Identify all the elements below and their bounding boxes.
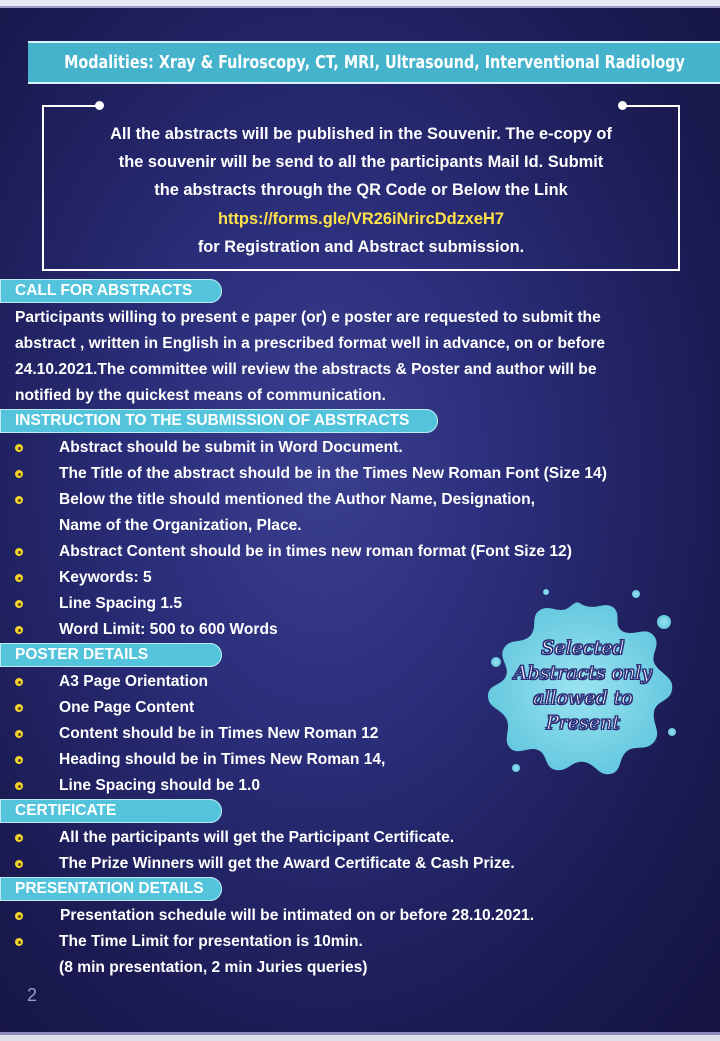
list-item-text: Keywords: 5: [59, 569, 152, 586]
list-item-text: Line Spacing should be 1.0: [59, 777, 261, 794]
abstract-box-line-3: the abstracts through the QR Code or Below the Link: [154, 181, 568, 200]
modalities-text: Modalities: Xray & Fulroscopy, CT, MRI, Ultrasound, Interventional Radiology: [63, 52, 685, 73]
box-top-right-line: [624, 105, 680, 107]
bullet-icon: [15, 470, 23, 478]
bullet-icon: [15, 782, 23, 790]
list-item: [0, 825, 720, 851]
bullet-icon: [15, 600, 23, 608]
list-item-text: One Page Content: [59, 699, 195, 716]
call-for-abstracts-heading: CALL FOR ABSTRACTS: [0, 279, 222, 303]
list-item-text: Below the title should mentioned the Author Name, Designation,: [59, 491, 535, 508]
list-item-text: Heading should be in Times New Roman 14,: [59, 751, 386, 768]
list-item-text: Line Spacing 1.5: [59, 595, 183, 612]
abstract-box-footer: for Registration and Abstract submission.: [197, 237, 525, 256]
list-item-text: Word Limit: 500 to 600 Words: [59, 621, 278, 638]
list-item-text: Abstract should be submit in Word Document.: [59, 439, 403, 456]
bullet-icon: [15, 938, 23, 946]
call-line-2: abstract , written in English in a prescribed format well in advance, on or before: [15, 335, 606, 352]
list-item-continuation: (8 min presentation, 2 min Juries queries): [59, 959, 368, 976]
modalities-banner: [28, 41, 720, 84]
list-item-text: The Prize Winners will get the Award Certificate & Cash Prize.: [59, 855, 515, 872]
abstract-box-line-1: All the abstracts will be published in the Souvenir. The e-copy of: [110, 125, 612, 143]
top-border-strip: [0, 0, 720, 8]
abstract-box-text: [44, 120, 678, 261]
list-item-text: The Time Limit for presentation is 10min.: [59, 933, 363, 950]
page-number: 2: [27, 985, 38, 1005]
list-item: [0, 851, 720, 877]
box-right-dot: [618, 101, 627, 110]
list-item-text: Content should be in Times New Roman 12: [59, 725, 379, 742]
bullet-icon: [15, 548, 23, 556]
presentation-details-heading: PRESENTATION DETAILS: [0, 877, 222, 901]
list-item: [0, 539, 720, 565]
bullet-icon: [15, 912, 23, 920]
list-item-text: Abstract Content should be in times new roman format (Font Size 12): [59, 543, 572, 560]
call-line-4: notified by the quickest means of communication.: [15, 387, 386, 404]
abstract-box-line-2: the souvenir will be send to all the participants Mail Id. Submit: [118, 153, 604, 172]
call-for-abstracts-paragraph: [15, 305, 705, 409]
abstract-info-box: [42, 107, 680, 271]
list-item-text: Presentation schedule will be intimated on or before 28.10.2021.: [60, 907, 535, 924]
bullet-icon: [15, 626, 23, 634]
list-item: [0, 903, 720, 929]
registration-link[interactable]: https://forms.gle/VR26iNrircDdzxeH7: [218, 209, 504, 228]
list-item: [0, 435, 720, 461]
bullet-icon: [15, 756, 23, 764]
splash-line-3: allowed to: [533, 687, 633, 709]
splash-line-2: Abstracts only: [513, 662, 653, 684]
bullet-icon: [15, 496, 23, 504]
bullet-icon: [15, 444, 23, 452]
list-item-text: A3 Page Orientation: [59, 673, 209, 690]
call-line-3: 24.10.2021.The committee will review the abstracts & Poster and author will be: [15, 361, 597, 378]
selected-abstracts-note: [486, 636, 680, 736]
bullet-icon: [15, 574, 23, 582]
bullet-icon: [15, 730, 23, 738]
bullet-icon: [15, 860, 23, 868]
list-item-text: The Title of the abstract should be in the Times New Roman Font (Size 14): [59, 465, 607, 482]
instructions-heading: INSTRUCTION TO THE SUBMISSION OF ABSTRACTS: [0, 409, 438, 433]
certificate-heading: CERTIFICATE: [0, 799, 222, 823]
list-item: [0, 929, 720, 955]
bullet-icon: [15, 704, 23, 712]
list-item: [0, 461, 720, 487]
splash-line-4: Present: [546, 712, 620, 734]
splash-line-1: Selected: [541, 637, 625, 659]
poster-details-heading: POSTER DETAILS: [0, 643, 222, 667]
bullet-icon: [15, 678, 23, 686]
list-item-continuation: Name of the Organization, Place.: [59, 517, 302, 534]
bottom-border-strip: [0, 1032, 720, 1041]
box-left-dot: [95, 101, 104, 110]
call-line-1: Participants willing to present e paper (or) e poster are requested to submit the: [15, 309, 601, 326]
box-top-left-line: [42, 105, 98, 107]
bullet-icon: [15, 834, 23, 842]
list-item-text: All the participants will get the Participant Certificate.: [59, 829, 455, 846]
list-item: [0, 487, 720, 513]
